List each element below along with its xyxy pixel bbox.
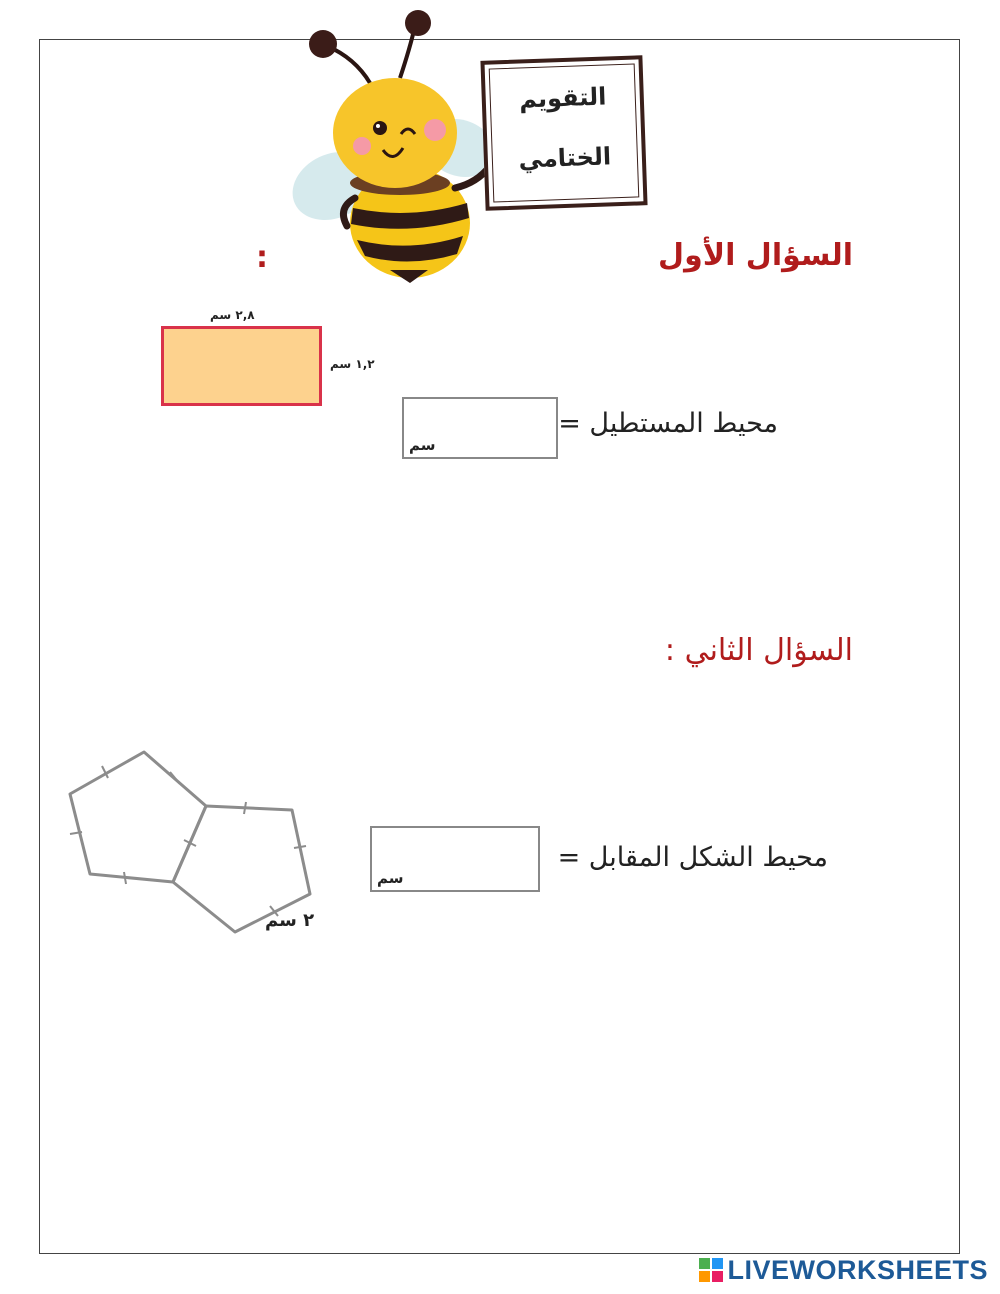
title-sign-board (480, 55, 647, 211)
pentagon-perimeter-answer-box (370, 826, 540, 892)
question1-title: السؤال الأول (658, 238, 853, 273)
question1-colon: : (256, 240, 268, 275)
sign-title-line1: التقويم (518, 82, 607, 114)
pentagon-perimeter-input[interactable] (376, 832, 534, 866)
rectangle-answer-unit: سم (409, 436, 436, 454)
liveworksheets-brand-text: LIVEWORKSHEETS (727, 1254, 988, 1285)
liveworksheets-logo (699, 1255, 988, 1285)
sign-title-line2: الختامي (518, 142, 612, 174)
liveworksheets-logo-icon (699, 1258, 723, 1282)
question2-title: السؤال الثاني : (664, 633, 853, 668)
bee-mascot-illustration (285, 8, 505, 283)
rectangle-width-label: ٢,٨ سم (210, 308, 255, 322)
rectangle-perimeter-answer-box (402, 397, 558, 459)
pentagon-perimeter-formula: محيط الشكل المقابل = (557, 842, 828, 873)
pentagon-side-label: ٢ سم (265, 910, 315, 931)
rectangle-height-label: ١,٢ سم (330, 357, 375, 371)
rectangle-perimeter-input[interactable] (408, 403, 552, 433)
rectangle-perimeter-formula: محيط المستطيل = (558, 408, 778, 439)
rectangle-shape (161, 326, 322, 406)
pentagon-answer-unit: سم (377, 869, 404, 887)
